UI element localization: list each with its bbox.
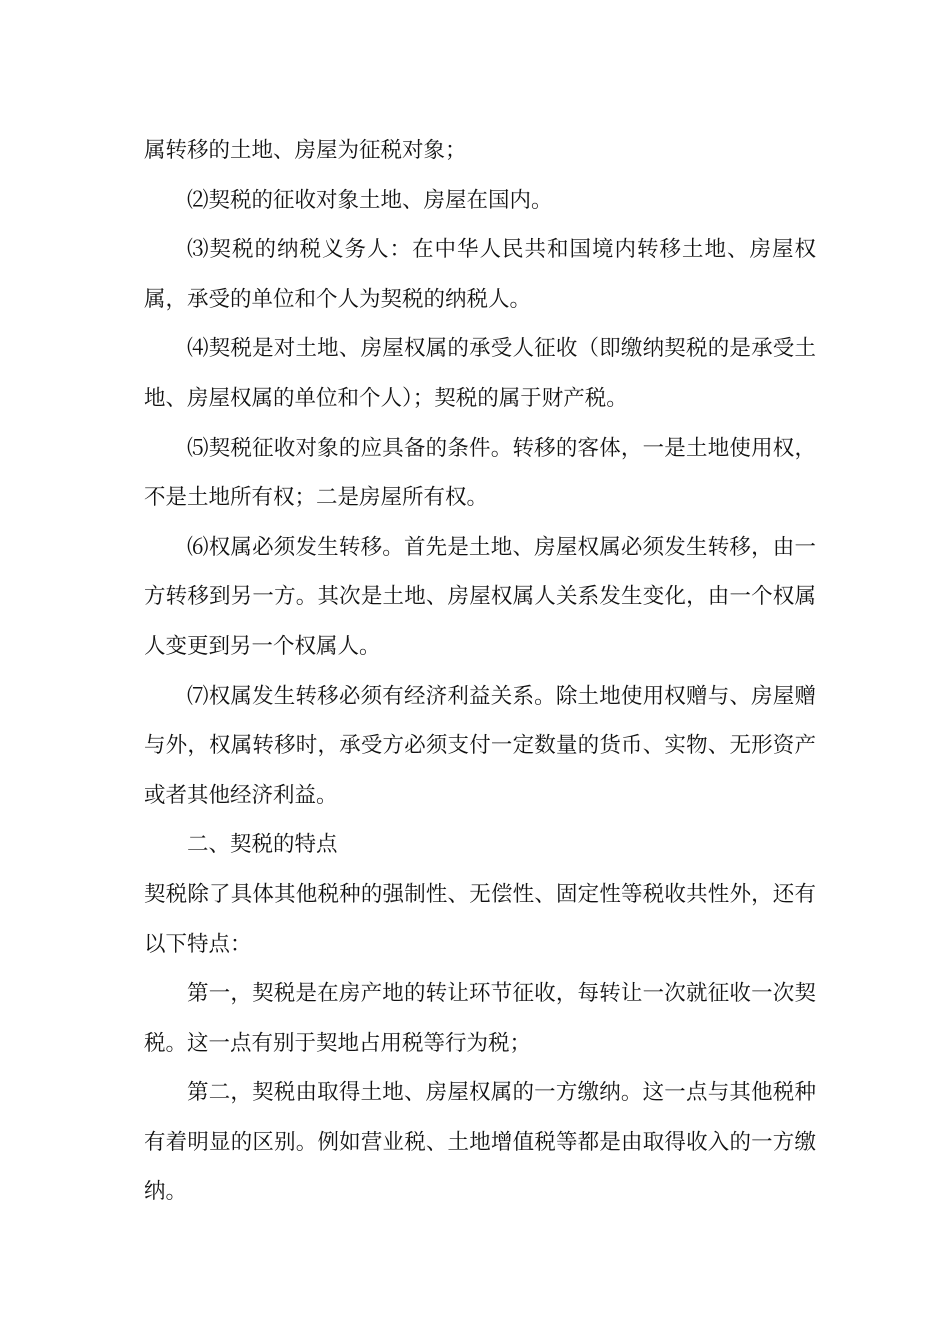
paragraph-item-6: ⑹权属必须发生转移。首先是土地、房屋权属必须发生转移，由一方转移到另一方。其次是土地、房屋权属人关系发生变化，由一个权属人变更到另一个权属人。 bbox=[144, 534, 816, 659]
paragraph-feature-2: 第二，契税由取得土地、房屋权属的一方缴纳。这一点与其他税种有着明显的区别。例如营业税、土地增值税等都是由取得收入的一方缴纳。 bbox=[144, 1080, 816, 1205]
paragraph-item-7: ⑺权属发生转移必须有经济利益关系。除土地使用权赠与、房屋赠与外，权属转移时，承受方必须支付一定数量的货币、实物、无形资产或者其他经济利益。 bbox=[144, 683, 816, 808]
paragraph-intro: 契税除了具体其他税种的强制性、无偿性、固定性等税收共性外，还有以下特点： bbox=[144, 881, 816, 957]
paragraph-item-2: ⑵契税的征收对象土地、房屋在国内。 bbox=[187, 187, 553, 213]
paragraph-feature-1: 第一，契税是在房产地的转让环节征收，每转让一次就征收一次契税。这一点有别于契地占用税等行为税； bbox=[144, 981, 816, 1056]
paragraph-item-5: ⑸契税征收对象的应具备的条件。转移的客体，一是土地使用权，不是土地所有权；二是房屋所有权。 bbox=[144, 435, 816, 511]
section-heading: 二、契税的特点 bbox=[187, 832, 338, 858]
paragraph-item-4: ⑷契税是对土地、房屋权属的承受人征收（即缴纳契税的是承受土地、房屋权属的单位和个人）；契税的属于财产税。 bbox=[144, 336, 816, 411]
paragraph-continuation: 属转移的土地、房屋为征税对象； bbox=[144, 138, 467, 163]
document-body bbox=[144, 126, 816, 1217]
paragraph-item-3: ⑶契税的纳税义务人：在中华人民共和国境内转移土地、房屋权属，承受的单位和个人为契税的纳税人。 bbox=[144, 237, 816, 312]
